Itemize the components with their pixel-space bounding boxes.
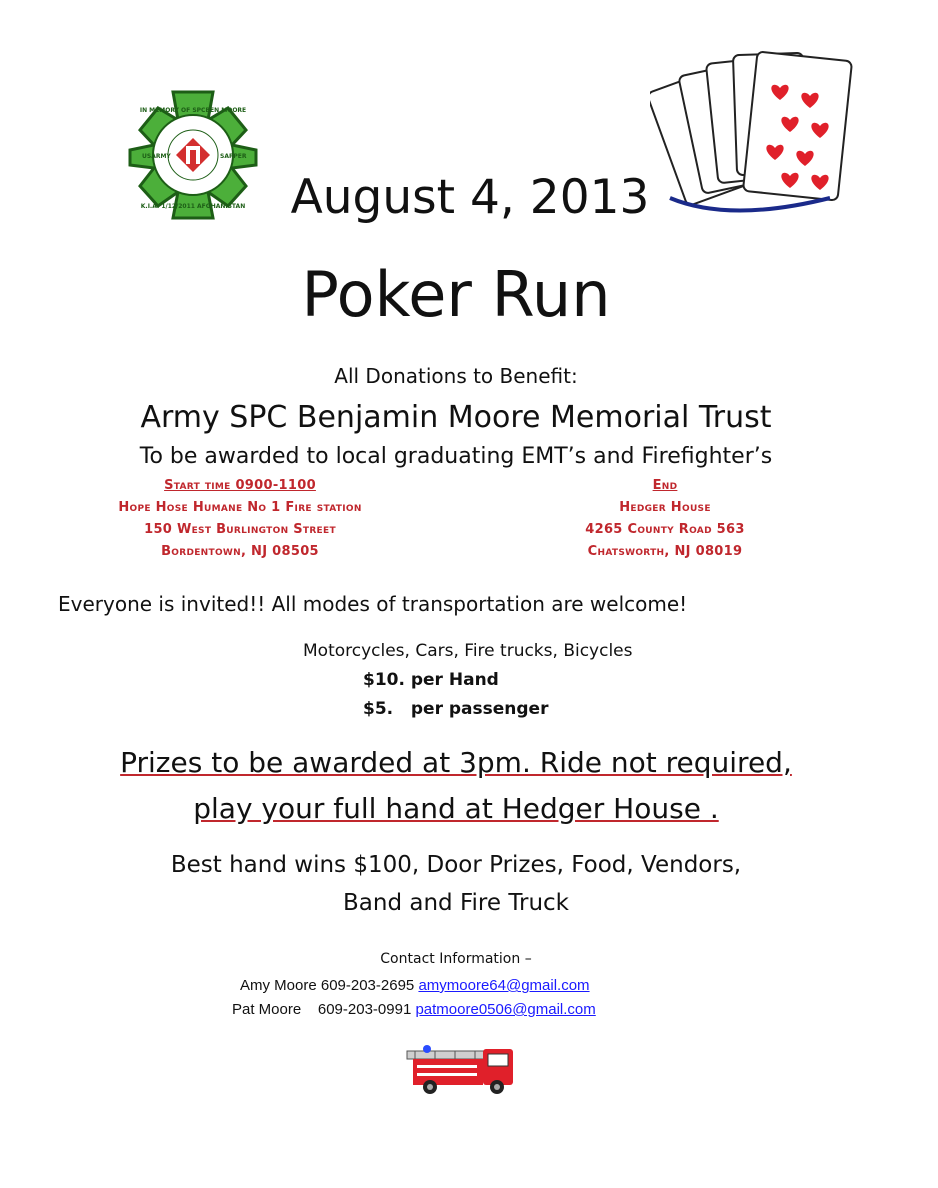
page-title: Poker Run — [301, 258, 611, 331]
best-hand-line-1: Best hand wins $100, Door Prizes, Food, Vendors, — [170, 852, 742, 878]
memorial-emblem-logo — [128, 90, 258, 220]
start-heading: Start time 0900-1100 — [164, 478, 316, 493]
contact-pat-email-link[interactable]: patmoore0506@gmail.com — [415, 1001, 596, 1018]
contact-heading: Contact Information – — [380, 951, 532, 967]
contact-pat-text: Pat Moore 609-203-0991 — [232, 1001, 416, 1018]
end-line-1: Hedger House — [619, 500, 711, 515]
start-line-3: Bordentown, NJ 08505 — [161, 544, 319, 559]
invitation-text: Everyone is invited!! All modes of transportation are welcome! — [58, 592, 688, 616]
logo-top-text: IN MEMORY OF SPCBEN MOORE — [139, 107, 247, 114]
end-heading: End — [652, 478, 678, 493]
logo-left-text: USARMY — [142, 153, 171, 160]
prizes-line-1: Prizes to be awarded at 3pm. Ride not required, — [120, 746, 792, 779]
trust-name: Army SPC Benjamin Moore Memorial Trust — [140, 400, 772, 435]
end-line-3: Chatsworth, NJ 08019 — [587, 544, 743, 559]
logo-bottom-text: K.I.A. 1/12/2011 AFGHANISTAN — [140, 203, 246, 210]
start-line-1: Hope Hose Humane No 1 Fire station — [118, 500, 362, 515]
best-hand-line-2: Band and Fire Truck — [343, 890, 569, 916]
logo-right-text: SAPPER — [220, 153, 247, 160]
benefit-intro: All Donations to Benefit: — [334, 364, 578, 388]
contact-amy-text: Amy Moore 609-203-2695 — [240, 977, 419, 994]
transport-modes: Motorcycles, Cars, Fire trucks, Bicycles — [303, 641, 633, 661]
end-line-2: 4265 County Road 563 — [585, 522, 745, 537]
start-line-2: 150 West Burlington Street — [144, 522, 336, 537]
event-date: August 4, 2013 — [290, 170, 650, 225]
contact-amy-email-link[interactable]: amymoore64@gmail.com — [418, 977, 590, 994]
start-location-block — [90, 475, 390, 563]
playing-cards-illustration — [650, 48, 860, 218]
end-location-block — [545, 475, 785, 563]
prizes-line-2: play your full hand at Hedger House . — [193, 792, 719, 825]
contact-amy — [240, 977, 590, 994]
fee-per-passenger: $5. per passenger — [363, 699, 549, 719]
fee-per-hand: $10. per Hand — [363, 670, 499, 690]
contact-pat — [232, 1001, 596, 1018]
fire-truck-illustration — [405, 1035, 525, 1095]
awarded-to-text: To be awarded to local graduating EMT’s and Firefighter’s — [139, 444, 773, 469]
